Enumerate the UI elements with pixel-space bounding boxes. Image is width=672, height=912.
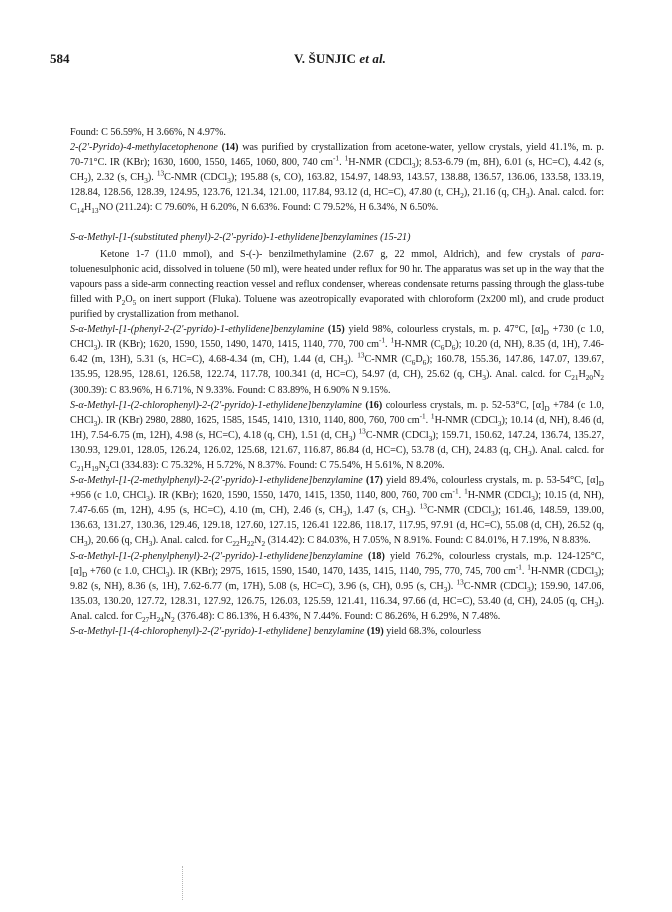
superscript: -1 (452, 487, 459, 496)
superscript: 13 (156, 169, 165, 178)
subscript: 3 (528, 449, 532, 458)
text-run: ) (352, 429, 359, 441)
subscript: 2 (84, 177, 88, 186)
running-head-et-al: et al. (359, 51, 387, 66)
page-header (50, 51, 630, 69)
superscript: 1 (344, 154, 349, 163)
text-run: ). IR (KBr) 2980, 2880, 1625, 1585, 1545, 1410, 1310, 1140, 800, 760, 700 cm (97, 414, 420, 426)
text-run: S-α-Methyl-[1-(substituted phenyl)-2-(2'-pyrido)-1-ethylidene]benzylamines (15-21) (70, 231, 411, 243)
text-run: H (239, 535, 247, 547)
text-run: NO (211.24): C 79.60%, H 6.20%, N 6.63%. Found: C 79.52%, H 6.34%, N 6.50%. (98, 202, 439, 214)
text-run: (376.48): C 86.13%, H 6.43%, N 7.44%. Found: C 86.26%, H 6.29%, N 7.48%. (174, 610, 501, 622)
superscript: -1 (515, 563, 522, 572)
subscript: 3 (594, 570, 598, 579)
text-run: yield 76.2%, colourless crystals, m.p. 124-125°C, [α] (70, 550, 604, 577)
compound-name: S-α-Methyl-[1-(2-phenylphenyl)-2-(2'-pyrido)-1-ethylidene]benzylamine (70, 550, 363, 562)
text-run: H-NMR (C (394, 339, 441, 351)
subscript: 22 (232, 540, 240, 549)
subscript: 6 (411, 359, 416, 368)
text-run: . (521, 565, 528, 577)
subscript: 27 (142, 615, 150, 624)
page-number: 584 (50, 51, 70, 66)
text-run: ), 21.16 (q, CH (463, 187, 526, 199)
subscript: 3 (491, 510, 495, 519)
subscript: 20 (585, 374, 594, 383)
text-run: ); 9.82 (s, NH), 8.36 (s, 1H), 7.62-6.77 (m, 17H), 5.08 (s, HC=C), 3.96 (s, CH), 0.95 (s, CH (70, 565, 605, 592)
subscript: 3 (497, 419, 502, 428)
superscript: 1 (430, 412, 435, 421)
text-run: +956 (c 1.0, CHCl (70, 490, 147, 502)
text-run: ); 159.71, 150.62, 147.24, 136.74, 135.27, 130.93, 129.01, 128.05, 126.24, 126.02, 125.68, 121.67, 116.87, 86.84 (d, HC=C), 53.78 (d, CH), 24.83 (q, CH (70, 429, 604, 456)
text-run: +784 (c 1.0, CHCl (70, 399, 604, 426)
superscript: 13 (358, 427, 366, 436)
text-run: H (84, 459, 92, 471)
text-run: O (125, 293, 133, 305)
compound-name: S-α-Methyl-[1-(2-methylphenyl)-2-(2'-pyrido)-1-ethylidene]benzylamine (70, 475, 363, 487)
text-run: ), 2.32 (s, CH (87, 172, 145, 184)
subscript: 2 (171, 615, 175, 624)
text-run: -toluenesulphonic acid, dissolved in toluene (50 ml), were heated under reflux for 90 hr. The apparatus was set up in the way that the vapours pass a side-arm connecting reaction vessel and reflux condenser, whereas condensate returns passing through the glass-tube filled with P (70, 248, 604, 305)
subscript: 14 (76, 207, 84, 216)
subscript: 3 (227, 177, 231, 186)
text-run: H-NMR (CDCl (530, 565, 595, 577)
text-run: N (98, 459, 106, 471)
text-run: D (415, 354, 423, 366)
subscript: 19 (91, 464, 99, 473)
subscript: 3 (443, 585, 448, 594)
text-run: ); 10.14 (d, NH), 8.46 (d, 1H), 7.54-6.75 (m, 12H), 4.98 (s, HC=C), 4.18 (q, CH), 1.51 (d, CH (70, 414, 605, 441)
text-run: ); 160.78, 155.36, 147.86, 147.07, 139.67, 135.95, 128.95, 128.61, 126.58, 122.74, 117.78, 100.341 (d, HC=C), 54.97 (d, CH), 25.62 (q, CH (70, 354, 604, 381)
text-run: C-NMR (C (364, 354, 412, 366)
text-run: was purified by crystallization from acetone-water, yellow crystals, yield 41.1%, m. p. 70-71°C. IR (KBr); 1630, 1600, 1550, 1465, 1060, 800, 740 cm (70, 142, 604, 169)
subscript: 3 (482, 374, 487, 383)
article-body (70, 111, 604, 639)
text-run: ). IR (KBr); 2975, 1615, 1590, 1540, 1470, 1435, 1415, 1140, 795, 770, 745, 700 cm (169, 565, 516, 577)
text-run: ). Anal. calcd. for C (486, 369, 572, 381)
paragraph (70, 247, 604, 322)
compound-name: S-α-Methyl-[1-(2-chlorophenyl)-2-(2'-pyrido)-1-ethylidene]benzylamine (70, 399, 362, 411)
subscript: 13 (91, 207, 99, 216)
subscript: 3 (531, 495, 535, 504)
subscript: 6 (440, 344, 445, 353)
text-run: ); 159.90, 147.06, 135.03, 130.20, 127.72, 128.31, 127.92, 126.75, 126.03, 125.59, 121.41, 116.34, 97.66 (d, HC=C), 53.40 (d, CH), 24.05 (q, CH (70, 580, 604, 607)
compound-number: (17) (362, 475, 387, 487)
compound-number: (14) (217, 142, 243, 154)
subscript: 3 (93, 419, 98, 428)
scan-artifact-line (182, 866, 184, 900)
text-run: ). (147, 172, 157, 184)
subscript: 21 (76, 464, 84, 473)
text-run: (300.39): C 83.96%, H 6.71%, N 9.33%. Found: C 83.89%, H 6.90% N 9.15%. (70, 384, 391, 396)
subscript: 2 (121, 298, 126, 307)
subscript: 3 (93, 344, 98, 353)
text-run: C-NMR (CDCl (164, 172, 228, 184)
superscript: 1 (390, 336, 395, 345)
compound-name: S-α-Methyl-[1-(4-chlorophenyl)-2-(2'-pyrido)-1-ethylidene] benzylamine (70, 626, 365, 637)
text-run: colourless crystals, m. p. 52-53°C, [α] (385, 399, 545, 411)
text-run: H-NMR (CDCl (467, 490, 532, 502)
text-run: N (593, 369, 601, 381)
subscript: 3 (428, 434, 433, 443)
running-head (50, 51, 630, 67)
paragraph (70, 549, 604, 624)
text-run: ). (447, 580, 457, 592)
text-run: +760 (c 1.0, CHCl (87, 565, 166, 577)
subscript: 3 (411, 162, 416, 171)
subscript: 3 (594, 600, 599, 609)
text-run: H-NMR (CDCl (434, 414, 498, 426)
text-run: ), 20.66 (q, CH (87, 535, 149, 547)
text-run: H-NMR (CDCl (348, 157, 412, 169)
subscript: 3 (144, 177, 148, 186)
subscript: 24 (156, 615, 164, 624)
text-run: ); 10.20 (d, NH), 8.35 (d, 1H), 7.46-6.42 (m, 13H), 5.31 (s, HC=C), 4.68-4.34 (m, CH), 1.44 (d, CH (70, 339, 604, 366)
paragraph (70, 140, 604, 215)
text-run: H (149, 610, 157, 622)
text-run: ). Anal. calcd. for C (152, 535, 233, 547)
running-head-author: V. ŠUNJIC (293, 51, 357, 66)
text-run: C-NMR (CDCl (365, 429, 429, 441)
compound-name: 2-(2'-Pyrido)-4-methylacetophenone (70, 142, 218, 154)
subscript: 3 (148, 540, 153, 549)
subscript: 21 (571, 374, 579, 383)
subscript: D (82, 570, 88, 579)
text-run: C-NMR (CDCl (427, 505, 492, 517)
text-run: ); 8.53-6.79 (m, 8H), 6.01 (s, HC=C), 4.42 (s, CH (70, 157, 605, 184)
paragraph (70, 398, 604, 473)
compound-name: para (581, 248, 601, 260)
subscript: 5 (132, 298, 137, 307)
superscript: -1 (419, 412, 426, 421)
text-run: ). Anal. calcd. for C (70, 444, 604, 471)
subscript: D (543, 329, 549, 338)
text-run: ). (347, 354, 358, 366)
text-run: on inert support (Fluka). Toluene was azeotropically evaporated with chloroform (2x200 ml), and crude product purified by crystallization from methanol. (70, 293, 604, 321)
text-run: ); 195.88 (s, CO), 163.82, 154.97, 148.93, 143.57, 138.88, 136.57, 136.06, 133.58, 133.19, 128.84, 128.56, 128.39, 124.95, 123.76, 121.34, 121.00, 117.84, 93.12 (d, HC=C), 47.80 (t, CH (70, 172, 604, 199)
text-run: ); 10.15 (d, NH), 7.47-6.65 (m, 12H), 4.95 (s, HC=C), 4.10 (m, CH), 2.46 (s, CH (70, 490, 605, 517)
subscript: 3 (406, 510, 410, 519)
superscript: -1 (333, 154, 340, 163)
superscript: -1 (378, 336, 386, 345)
subscript: 3 (146, 495, 150, 504)
superscript: 13 (419, 502, 428, 511)
subscript: 3 (84, 540, 88, 549)
text-run: +730 (c 1.0, CHCl (70, 324, 604, 351)
compound-number: (15) (324, 324, 349, 336)
subscript: 6 (451, 344, 456, 353)
paragraph (70, 473, 604, 548)
compound-number: (16) (361, 399, 386, 411)
superscript: 1 (464, 487, 468, 496)
subscript: 2 (105, 464, 110, 473)
text-run: . (385, 339, 391, 351)
text-run: . (458, 490, 465, 502)
subscript: 3 (165, 570, 170, 579)
text-run: . (339, 157, 345, 169)
subscript: D (598, 480, 604, 489)
text-run: yield 68.3%, colourless (386, 626, 482, 637)
superscript: 1 (527, 563, 531, 572)
subscript: 3 (525, 192, 530, 201)
text-run: Ketone 1-7 (11.0 mmol), and S-(-)- benzilmethylamine (2.67 g, 22 mmol, Aldrich), and few crystals of (100, 248, 582, 260)
text-run: (314.42): C 84.03%, H 7.05%, N 8.91%. Found: C 84.01%, H 7.19%, N 8.83%. (265, 535, 591, 547)
subscript: D (544, 404, 550, 413)
text-run: ). Anal. calcd. for C (70, 595, 604, 622)
text-run: ). Anal. calcd. for: C (70, 187, 605, 214)
text-run: N (254, 535, 262, 547)
text-run: yield 98%, colourless crystals, m. p. 47°C, [α] (348, 324, 544, 336)
compound-name: S-α-Methyl-[1-(phenyl-2-(2'-pyrido)-1-ethylidene]benzylamine (70, 324, 325, 336)
text-run: ). (409, 505, 420, 517)
text-run: ), 1.47 (s, CH (346, 505, 407, 517)
subscript: 3 (348, 434, 353, 443)
superscript: 13 (357, 351, 365, 360)
text-run: N (163, 610, 172, 622)
paragraph (70, 624, 604, 639)
text-run: H (578, 369, 586, 381)
text-run: Found: C 56.59%, H 3.66%, N 4.97%. (70, 127, 226, 138)
text-run: ). IR (KBr); 1620, 1590, 1550, 1490, 1470, 1415, 1140, 770, 700 cm (97, 339, 379, 351)
subscript: 2 (460, 192, 464, 201)
text-run: yield 89.4%, colourless crystals, m. p. 53-54°C, [α] (386, 475, 599, 487)
section-heading (70, 230, 604, 245)
subscript: 2 (261, 540, 266, 549)
compound-number: (19) (364, 626, 387, 637)
subscript: 2 (600, 374, 604, 383)
subscript: 3 (342, 510, 347, 519)
subscript: 3 (343, 359, 348, 368)
text-run: Cl (334.83): C 75.32%, H 5.72%, N 8.37%. Found: C 75.54%, H 5.61%, N 8.20%. (109, 459, 445, 471)
superscript: 13 (456, 578, 464, 587)
subscript: 3 (527, 585, 531, 594)
subscript: 22 (246, 540, 255, 549)
text-run: . (425, 414, 431, 426)
text-run: D (444, 339, 452, 351)
text-run: C-NMR (CDCl (463, 580, 528, 592)
paragraph (70, 322, 604, 397)
text-run: H (84, 202, 92, 214)
paragraph (70, 125, 604, 140)
subscript: 6 (422, 359, 427, 368)
compound-number: (18) (362, 550, 391, 562)
text-run: ). IR (KBr); 1620, 1590, 1550, 1470, 1415, 1350, 1140, 800, 760, 700 cm (149, 490, 453, 502)
text-run: ); 161.46, 148.59, 139.00, 136.63, 131.27, 130.36, 129.46, 129.18, 127.60, 127.15, 126.41 122.86, 118.17, 117.95, 97.91 (d, HC=C), 55.08 (d, CH), 26.52 (q, CH (70, 505, 604, 547)
